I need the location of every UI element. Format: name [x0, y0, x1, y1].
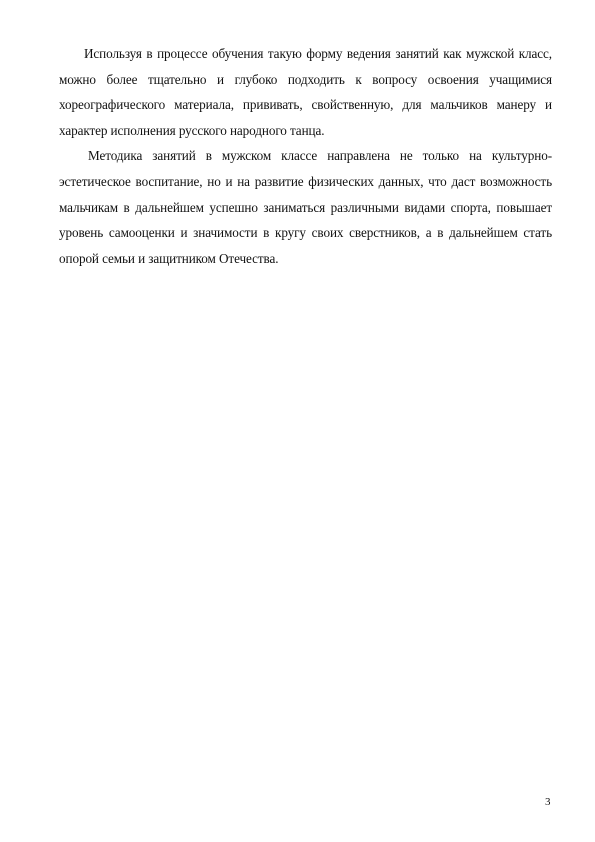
paragraph-1: Используя в процессе обучения такую форму ведения занятий как мужской класс, можно более тщательно и глубоко подходить к вопросу освоения учащимися хореографического материала, прививать, свойственную, для мальчиков манеру и характер исполнения русского народного танца.: [59, 46, 552, 138]
page-number: 3: [545, 796, 551, 808]
paragraph-2: Методика занятий в мужском классе направлена не только на культурно-эстетическое воспитание, но и на развитие физических данных, что даст возможность мальчикам в дальнейшем успешно заниматься различными видами спорта, повышает уровень самооценки и значимости в кругу своих сверстников, а в дальнейшем стать опорой семьи и защитником Отечества.: [59, 148, 552, 266]
body-text: [59, 41, 552, 271]
